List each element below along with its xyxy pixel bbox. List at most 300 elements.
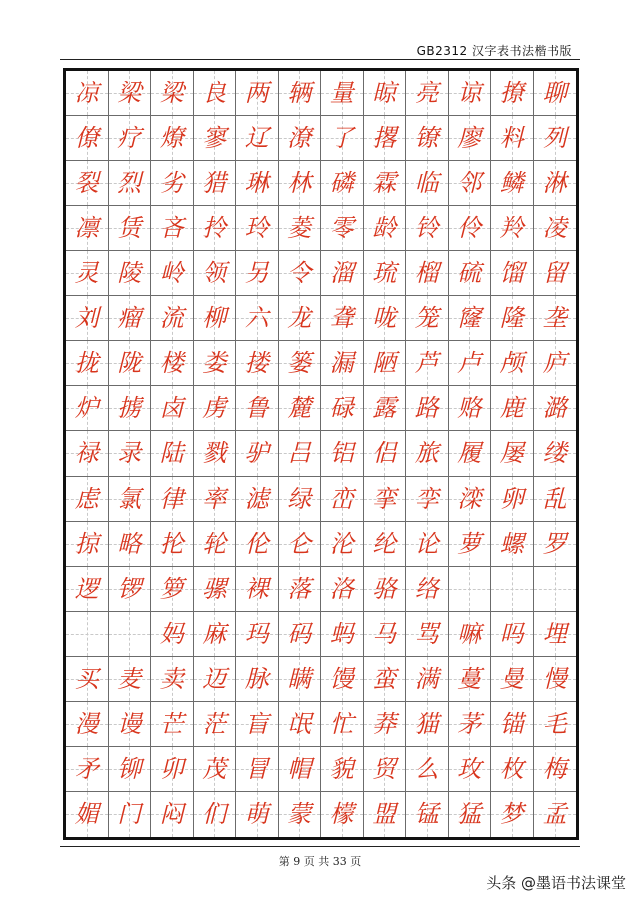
grid-cell <box>406 161 449 206</box>
calligraphy-char: 锣 <box>117 574 142 603</box>
grid-cell <box>236 657 279 702</box>
grid-cell <box>236 567 279 612</box>
grid-cell <box>236 792 279 837</box>
grid-cell <box>279 431 322 476</box>
grid-cell <box>449 431 492 476</box>
grid-cell <box>279 116 322 161</box>
grid-cell <box>321 71 364 116</box>
calligraphy-char: 羚 <box>499 214 524 243</box>
calligraphy-char: 峦 <box>329 484 354 513</box>
calligraphy-char: 邻 <box>457 169 482 198</box>
grid-cell <box>534 567 577 612</box>
calligraphy-char: 赁 <box>117 214 142 243</box>
grid-cell <box>321 431 364 476</box>
grid-cell <box>321 251 364 296</box>
grid-cell <box>406 702 449 747</box>
calligraphy-char: 卤 <box>159 394 184 423</box>
calligraphy-char: 箩 <box>159 574 184 603</box>
grid-cell <box>66 296 109 341</box>
calligraphy-char: 麦 <box>117 664 142 693</box>
calligraphy-char: 铆 <box>117 754 142 783</box>
grid-cell <box>449 116 492 161</box>
calligraphy-char: 露 <box>372 394 397 423</box>
grid-cell <box>194 341 237 386</box>
calligraphy-char: 潞 <box>542 394 567 423</box>
calligraphy-char: 谅 <box>457 79 482 108</box>
calligraphy-char: 锚 <box>499 709 524 738</box>
grid-cell <box>279 161 322 206</box>
grid-cell <box>279 747 322 792</box>
grid-cell <box>321 296 364 341</box>
calligraphy-char: 孪 <box>414 484 439 513</box>
grid-cell <box>194 251 237 296</box>
calligraphy-char: 萌 <box>244 800 269 829</box>
calligraphy-char: 楼 <box>159 349 184 378</box>
grid-cell <box>321 116 364 161</box>
calligraphy-char: 凛 <box>74 214 99 243</box>
grid-cell <box>491 341 534 386</box>
grid-cell <box>491 792 534 837</box>
grid-cell <box>406 747 449 792</box>
calligraphy-char: 脉 <box>244 664 269 693</box>
grid-cell <box>109 612 152 657</box>
grid-cell <box>491 161 534 206</box>
calligraphy-char: 赂 <box>457 394 482 423</box>
calligraphy-char: 燎 <box>159 124 184 153</box>
watermark-text: 头条 @墨语书法课堂 <box>486 874 626 892</box>
grid-cell <box>321 522 364 567</box>
grid-cell <box>449 206 492 251</box>
grid-cell <box>279 341 322 386</box>
grid-cell <box>194 206 237 251</box>
grid-cell <box>321 792 364 837</box>
grid-cell <box>109 477 152 522</box>
grid-cell <box>151 747 194 792</box>
page-number: 第 9 页 共 33 页 <box>278 855 362 868</box>
calligraphy-char: 榴 <box>414 259 439 288</box>
calligraphy-char: 虑 <box>74 484 99 513</box>
calligraphy-char: 们 <box>202 800 227 829</box>
grid-cell <box>449 477 492 522</box>
calligraphy-char: 磷 <box>329 169 354 198</box>
grid-cell <box>406 386 449 431</box>
grid-cell <box>321 657 364 702</box>
calligraphy-char: 岭 <box>159 259 184 288</box>
grid-cell <box>109 792 152 837</box>
calligraphy-char: 挛 <box>372 484 397 513</box>
calligraphy-char: 鲁 <box>244 394 269 423</box>
grid-cell <box>534 386 577 431</box>
grid-cell <box>151 341 194 386</box>
calligraphy-char: 仑 <box>287 529 312 558</box>
calligraphy-char: 劣 <box>159 169 184 198</box>
grid-cell <box>66 612 109 657</box>
calligraphy-char: 留 <box>542 259 567 288</box>
calligraphy-char: 令 <box>287 259 312 288</box>
grid-cell <box>66 386 109 431</box>
calligraphy-char: 慢 <box>542 664 567 693</box>
calligraphy-char: 漫 <box>74 709 99 738</box>
calligraphy-char: 伦 <box>244 529 269 558</box>
calligraphy-char: 马 <box>372 619 397 648</box>
calligraphy-char: 溜 <box>329 259 354 288</box>
grid-cell <box>491 206 534 251</box>
calligraphy-char: 刘 <box>74 304 99 333</box>
grid-cell <box>364 116 407 161</box>
grid-cell <box>491 71 534 116</box>
calligraphy-char: 疗 <box>117 124 142 153</box>
calligraphy-char: 撂 <box>372 124 397 153</box>
grid-cell <box>364 431 407 476</box>
calligraphy-char: 梅 <box>542 754 567 783</box>
grid-cell <box>449 702 492 747</box>
calligraphy-char: 吗 <box>499 619 524 648</box>
grid-cell <box>236 612 279 657</box>
calligraphy-char: 麻 <box>202 619 227 648</box>
grid-cell <box>109 341 152 386</box>
grid-cell <box>406 477 449 522</box>
calligraphy-char: 侣 <box>372 439 397 468</box>
grid-cell <box>364 296 407 341</box>
practice-sheet <box>63 68 579 840</box>
calligraphy-char: 瘤 <box>117 304 142 333</box>
grid-cell <box>321 567 364 612</box>
calligraphy-char: 馏 <box>499 259 524 288</box>
calligraphy-char: 落 <box>287 574 312 603</box>
calligraphy-char: 么 <box>414 754 439 783</box>
calligraphy-char: 盲 <box>244 709 269 738</box>
calligraphy-char: 驴 <box>244 439 269 468</box>
calligraphy-char: 绿 <box>287 484 312 513</box>
calligraphy-char: 贸 <box>372 754 397 783</box>
calligraphy-char: 量 <box>329 79 354 108</box>
grid-cell <box>406 116 449 161</box>
grid-cell <box>534 206 577 251</box>
calligraphy-char: 埋 <box>542 619 567 648</box>
calligraphy-char: 菱 <box>287 214 312 243</box>
grid-cell <box>109 657 152 702</box>
calligraphy-char: 搂 <box>244 349 269 378</box>
grid-cell <box>279 702 322 747</box>
calligraphy-char: 满 <box>414 664 439 693</box>
grid-cell <box>364 657 407 702</box>
grid-cell <box>534 296 577 341</box>
calligraphy-char: 卯 <box>159 754 184 783</box>
calligraphy-char: 临 <box>414 169 439 198</box>
grid-cell <box>406 206 449 251</box>
grid-cell <box>236 431 279 476</box>
calligraphy-char: 矛 <box>74 754 99 783</box>
calligraphy-char: 乱 <box>542 484 567 513</box>
calligraphy-char: 轮 <box>202 529 227 558</box>
calligraphy-char: 凌 <box>542 214 567 243</box>
calligraphy-char: 嘛 <box>457 619 482 648</box>
grid-cell <box>109 161 152 206</box>
calligraphy-char: 率 <box>202 484 227 513</box>
grid-cell <box>66 702 109 747</box>
calligraphy-char: 略 <box>117 529 142 558</box>
grid-cell <box>449 71 492 116</box>
calligraphy-char: 纶 <box>372 529 397 558</box>
grid-cell <box>406 251 449 296</box>
calligraphy-char: 沦 <box>329 529 354 558</box>
header-title: GB2312 汉字表书法楷书版 <box>416 44 572 58</box>
grid-cell <box>236 477 279 522</box>
calligraphy-char: 貌 <box>329 754 354 783</box>
grid-cell <box>109 251 152 296</box>
grid-cell <box>491 477 534 522</box>
grid-cell <box>364 341 407 386</box>
calligraphy-char: 裂 <box>74 169 99 198</box>
calligraphy-char: 梦 <box>499 800 524 829</box>
calligraphy-char: 了 <box>329 124 354 153</box>
calligraphy-char: 吕 <box>287 439 312 468</box>
calligraphy-char: 律 <box>159 484 184 513</box>
grid-cell <box>151 251 194 296</box>
calligraphy-char: 盟 <box>372 800 397 829</box>
grid-cell <box>534 522 577 567</box>
grid-cell <box>279 567 322 612</box>
grid-cell <box>109 567 152 612</box>
calligraphy-char: 辽 <box>244 124 269 153</box>
grid-cell <box>321 702 364 747</box>
calligraphy-char: 毛 <box>542 709 567 738</box>
calligraphy-char: 帽 <box>287 754 312 783</box>
calligraphy-char: 陵 <box>117 259 142 288</box>
calligraphy-char: 吝 <box>159 214 184 243</box>
calligraphy-char: 鹿 <box>499 394 524 423</box>
grid-cell <box>491 296 534 341</box>
grid-cell <box>449 747 492 792</box>
calligraphy-char: 门 <box>117 800 142 829</box>
calligraphy-char: 玫 <box>457 754 482 783</box>
calligraphy-char: 颅 <box>499 349 524 378</box>
calligraphy-char: 硫 <box>457 259 482 288</box>
calligraphy-char: 冒 <box>244 754 269 783</box>
grid-cell <box>364 747 407 792</box>
footer-rule <box>60 846 580 847</box>
grid-cell <box>449 792 492 837</box>
grid-cell <box>279 296 322 341</box>
calligraphy-char: 咙 <box>372 304 397 333</box>
calligraphy-char: 潦 <box>287 124 312 153</box>
calligraphy-char: 骡 <box>202 574 227 603</box>
grid-cell <box>491 522 534 567</box>
character-grid <box>66 71 576 837</box>
grid-cell <box>449 386 492 431</box>
grid-cell <box>406 567 449 612</box>
grid-cell <box>491 657 534 702</box>
grid-cell <box>534 251 577 296</box>
grid-cell <box>236 522 279 567</box>
grid-cell <box>66 206 109 251</box>
calligraphy-char: 洛 <box>329 574 354 603</box>
grid-cell <box>194 386 237 431</box>
calligraphy-char: 凉 <box>74 79 99 108</box>
calligraphy-char: 抡 <box>159 529 184 558</box>
grid-cell <box>321 747 364 792</box>
grid-cell <box>151 702 194 747</box>
calligraphy-char: 妈 <box>159 619 184 648</box>
calligraphy-char: 迈 <box>202 664 227 693</box>
calligraphy-char: 谩 <box>117 709 142 738</box>
calligraphy-char: 料 <box>499 124 524 153</box>
grid-cell <box>194 477 237 522</box>
grid-cell <box>151 792 194 837</box>
calligraphy-char: 卖 <box>159 664 184 693</box>
grid-cell <box>534 477 577 522</box>
grid-cell <box>449 657 492 702</box>
grid-cell <box>364 206 407 251</box>
grid-cell <box>279 251 322 296</box>
grid-cell <box>364 161 407 206</box>
grid-cell <box>491 747 534 792</box>
calligraphy-char: 蔓 <box>457 664 482 693</box>
grid-cell <box>109 206 152 251</box>
grid-cell <box>449 522 492 567</box>
grid-cell <box>109 116 152 161</box>
grid-cell <box>534 71 577 116</box>
calligraphy-char: 戮 <box>202 439 227 468</box>
calligraphy-char: 伶 <box>457 214 482 243</box>
calligraphy-char: 屡 <box>499 439 524 468</box>
calligraphy-char: 枚 <box>499 754 524 783</box>
calligraphy-char: 履 <box>457 439 482 468</box>
calligraphy-char: 林 <box>287 169 312 198</box>
calligraphy-char: 媚 <box>74 800 99 829</box>
calligraphy-char: 禄 <box>74 439 99 468</box>
calligraphy-char: 掠 <box>74 529 99 558</box>
grid-cell <box>534 116 577 161</box>
calligraphy-char: 笼 <box>414 304 439 333</box>
calligraphy-char: 卵 <box>499 484 524 513</box>
grid-cell <box>449 341 492 386</box>
calligraphy-char: 灵 <box>74 259 99 288</box>
calligraphy-char: 忙 <box>329 709 354 738</box>
calligraphy-char: 晾 <box>372 79 397 108</box>
grid-cell <box>151 161 194 206</box>
grid-cell <box>151 522 194 567</box>
grid-cell <box>491 116 534 161</box>
grid-cell <box>194 71 237 116</box>
calligraphy-char: 领 <box>202 259 227 288</box>
calligraphy-char: 闷 <box>159 800 184 829</box>
calligraphy-char: 码 <box>287 619 312 648</box>
calligraphy-char: 茅 <box>457 709 482 738</box>
grid-cell <box>109 386 152 431</box>
grid-cell <box>66 116 109 161</box>
grid-cell <box>491 431 534 476</box>
grid-cell <box>194 612 237 657</box>
calligraphy-char: 玲 <box>244 214 269 243</box>
calligraphy-char: 曼 <box>499 664 524 693</box>
calligraphy-char: 猎 <box>202 169 227 198</box>
grid-cell <box>151 657 194 702</box>
grid-cell <box>534 792 577 837</box>
grid-cell <box>151 477 194 522</box>
calligraphy-char: 芒 <box>159 709 184 738</box>
grid-cell <box>194 567 237 612</box>
grid-cell <box>534 657 577 702</box>
calligraphy-char: 卢 <box>457 349 482 378</box>
calligraphy-char: 良 <box>202 79 227 108</box>
grid-cell <box>406 522 449 567</box>
calligraphy-char: 烈 <box>117 169 142 198</box>
calligraphy-char: 孟 <box>542 800 567 829</box>
grid-cell <box>194 792 237 837</box>
grid-cell <box>534 747 577 792</box>
calligraphy-char: 裸 <box>244 574 269 603</box>
calligraphy-char: 聊 <box>542 79 567 108</box>
calligraphy-char: 庐 <box>542 349 567 378</box>
grid-cell <box>109 702 152 747</box>
grid-cell <box>236 296 279 341</box>
grid-cell <box>66 747 109 792</box>
grid-cell <box>109 71 152 116</box>
grid-cell <box>321 341 364 386</box>
grid-cell <box>279 612 322 657</box>
grid-cell <box>364 386 407 431</box>
grid-cell <box>449 567 492 612</box>
grid-cell <box>109 522 152 567</box>
calligraphy-char: 六 <box>244 304 269 333</box>
grid-cell <box>109 431 152 476</box>
calligraphy-char: 瞒 <box>287 664 312 693</box>
calligraphy-char: 萝 <box>457 529 482 558</box>
calligraphy-char: 骂 <box>414 619 439 648</box>
calligraphy-char: 僚 <box>74 124 99 153</box>
calligraphy-char: 列 <box>542 124 567 153</box>
grid-cell <box>194 431 237 476</box>
calligraphy-char: 辆 <box>287 79 312 108</box>
grid-cell <box>406 657 449 702</box>
calligraphy-char: 滦 <box>457 484 482 513</box>
grid-cell <box>66 657 109 702</box>
calligraphy-char: 柳 <box>202 304 227 333</box>
grid-cell <box>236 71 279 116</box>
grid-cell <box>194 657 237 702</box>
grid-cell <box>491 612 534 657</box>
calligraphy-char: 炉 <box>74 394 99 423</box>
grid-cell <box>66 71 109 116</box>
calligraphy-char: 漏 <box>329 349 354 378</box>
calligraphy-char: 氯 <box>117 484 142 513</box>
calligraphy-char: 琳 <box>244 169 269 198</box>
calligraphy-char: 铝 <box>329 439 354 468</box>
grid-cell <box>279 206 322 251</box>
calligraphy-char: 镣 <box>414 124 439 153</box>
grid-cell <box>279 657 322 702</box>
grid-cell <box>236 251 279 296</box>
calligraphy-char: 旅 <box>414 439 439 468</box>
calligraphy-char: 螺 <box>499 529 524 558</box>
grid-cell <box>151 567 194 612</box>
grid-cell <box>364 792 407 837</box>
grid-cell <box>364 477 407 522</box>
grid-cell <box>66 251 109 296</box>
calligraphy-char: 零 <box>329 214 354 243</box>
grid-cell <box>279 792 322 837</box>
grid-cell <box>236 386 279 431</box>
calligraphy-char: 芦 <box>414 349 439 378</box>
grid-cell <box>491 251 534 296</box>
grid-cell <box>491 702 534 747</box>
calligraphy-char: 隆 <box>499 304 524 333</box>
grid-cell <box>236 161 279 206</box>
calligraphy-char: 龄 <box>372 214 397 243</box>
grid-cell <box>66 567 109 612</box>
calligraphy-char: 铃 <box>414 214 439 243</box>
